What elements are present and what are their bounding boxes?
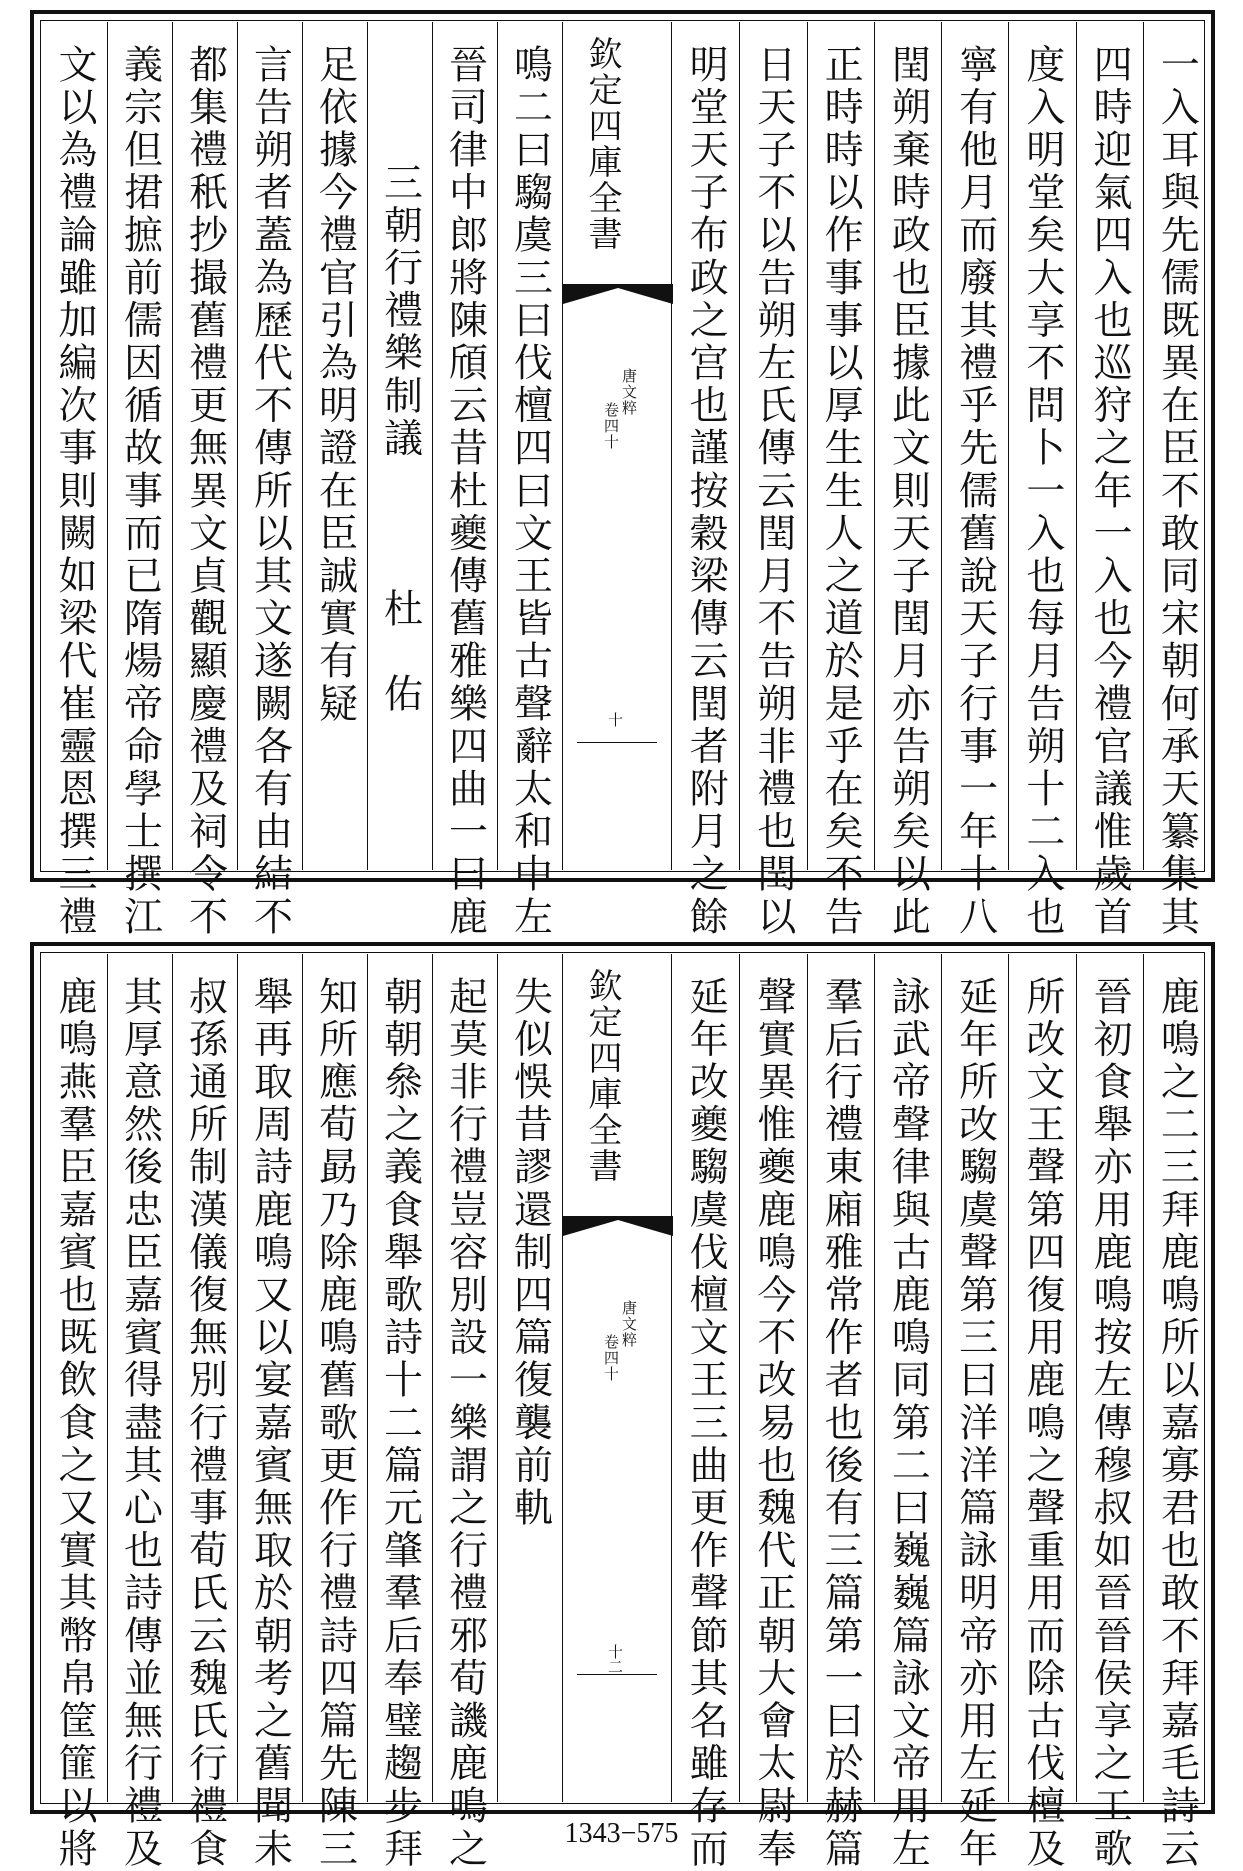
column-text: 足依據今禮官引為明證在臣誠實有疑 [312, 44, 358, 726]
column-text: 舉再取周詩鹿鳴又以宴嘉賓無取於朝考之舊聞未 [247, 976, 293, 1871]
bottom-right-text-block [672, 954, 1210, 1871]
column-text: 朝朝叅之義食舉歌詩十二篇元肇羣后奉璧趨步拜 [377, 976, 423, 1871]
column-text: 其厚意然後忠臣嘉賓得盡其心也詩傳並無行禮及 [117, 976, 163, 1871]
text-column [1143, 954, 1210, 1871]
text-column [1008, 954, 1075, 1871]
column-text: 言告朔者蓋為歷代不傳所以其文遂闕各有由結不 [247, 44, 293, 939]
fishtail-ornament-icon [563, 1216, 673, 1236]
text-column [432, 22, 497, 939]
gutter-title: 欽定四庫全書 [582, 36, 622, 252]
top-right-text-block [672, 22, 1210, 939]
text-column [874, 22, 941, 939]
column-text: 閏朔棄時政也臣據此文則天子閏月亦告朔矣以此 [885, 44, 931, 939]
text-column [302, 22, 367, 870]
gutter-work-title: 唐文粹 [620, 1300, 638, 1348]
column-text: 失似悞昔謬還制四篇復襲前軌 [507, 976, 553, 1530]
section-heading-column [367, 22, 432, 870]
text-column [42, 954, 107, 1871]
column-text: 羣后行禮東廂雅常作者也後有三篇第一曰於赫篇 [818, 976, 864, 1871]
gutter-leaf-number: 十 [606, 712, 624, 727]
column-text: 起莫非行禮豈容別設一樂謂之行禮邪荀譏鹿鳴之 [442, 976, 488, 1871]
column-text: 晉初食舉亦用鹿鳴按左傳穆叔如晉晉侯享之工歌 [1087, 976, 1133, 1871]
text-column [107, 954, 172, 1871]
text-column [672, 22, 739, 939]
column-text: 聲實異惟夔鹿鳴今不改易也魏代正朝大會太尉奉 [750, 976, 796, 1871]
text-column [807, 22, 874, 939]
text-column [172, 22, 237, 939]
text-column [432, 954, 497, 1871]
text-column [1143, 22, 1210, 939]
section-heading: 三朝行禮樂制議 杜 佑 [377, 162, 423, 716]
text-column [1076, 954, 1143, 1871]
column-text: 日天子不以告朔左氏傳云閏月不告朔非禮也閏以 [750, 44, 796, 939]
bottom-left-text-block [42, 954, 562, 1871]
text-column [874, 954, 941, 1871]
top-page [30, 10, 1215, 939]
text-column [237, 954, 302, 1871]
column-text: 延年所改騶虞聲第三曰洋洋篇詠明帝亦用左延年 [952, 976, 998, 1871]
text-column [497, 22, 562, 939]
text-column [172, 954, 237, 1871]
gutter-leaf-number: 十二 [606, 1644, 624, 1674]
text-column [107, 22, 172, 939]
fishtail-ornament-icon [563, 284, 673, 304]
column-text: 明堂天子布政之宫也謹按穀梁傳云閏者附月之餘 [683, 44, 729, 939]
column-text: 寧有他月而廢其禮乎先儒舊說天子行事一年十八 [952, 44, 998, 939]
column-text: 晉司律中郎將陳頎云昔杜夔傳舊雅樂四曲一曰鹿 [442, 44, 488, 939]
column-text: 鳴二曰騶虞三曰伐檀四曰文王皆古聲辭太和中左 [507, 44, 553, 939]
text-column [807, 954, 874, 1871]
gutter-work-title: 唐文粹 [620, 368, 638, 416]
text-column [941, 954, 1008, 1871]
column-text: 文以為禮論雖加編次事則闕如梁代崔靈恩撰三禮 [52, 44, 97, 939]
column-text: 鹿鳴燕羣臣嘉賓也既飲食之又實其幣帛筐篚以將 [52, 976, 97, 1871]
gutter-rule [577, 742, 657, 743]
column-text: 鹿鳴之二三拜鹿鳴所以嘉寡君也敢不拜嘉毛詩云 [1154, 976, 1200, 1871]
text-column [672, 954, 739, 1871]
column-text: 延年改夔騶虞伐檀文王三曲更作聲節其名雖存而 [683, 976, 729, 1871]
column-text: 都集禮秖抄撮舊禮更無異文貞觀顯慶禮及祠令不 [182, 44, 228, 939]
page-number: 1343−575 [564, 1818, 679, 1849]
text-column [42, 22, 107, 939]
text-column [739, 22, 806, 939]
text-column [1076, 22, 1143, 939]
column-text: 所改文王聲第四復用鹿鳴之聲重用而除古伐檀及 [1019, 976, 1065, 1871]
column-text: 四時迎氣四入也巡狩之年一入也今禮官議惟歲首 [1087, 44, 1133, 939]
column-text: 知所應荀勗乃除鹿鳴舊歌更作行禮詩四篇先陳三 [312, 976, 358, 1871]
column-text: 叔孫通所制漢儀復無別行禮事荀氏云魏氏行禮食 [182, 976, 228, 1871]
text-column [497, 954, 562, 1802]
text-column [1008, 22, 1075, 939]
column-text: 度入明堂矣大享不問卜一入也每月告朔十二入也 [1019, 44, 1065, 939]
bottom-center-gutter [562, 954, 672, 1802]
text-column [302, 954, 367, 1871]
column-text: 詠武帝聲律與古鹿鳴同第二曰巍巍篇詠文帝用左 [885, 976, 931, 1871]
text-column [237, 22, 302, 939]
gutter-title: 欽定四庫全書 [582, 968, 622, 1184]
gutter-volume: 卷四十 [602, 1334, 620, 1382]
text-column [367, 954, 432, 1871]
gutter-volume: 卷四十 [602, 402, 620, 450]
top-left-text-block [42, 22, 562, 939]
top-center-gutter [562, 22, 672, 870]
column-text: 正時時以作事事以厚生生人之道於是乎在矣不告 [818, 44, 864, 939]
gutter-rule [577, 1674, 657, 1675]
text-column [739, 954, 806, 1871]
column-text: 義宗但捃摭前儒因循故事而已隋煬帝命學士撰江 [117, 44, 163, 939]
text-column [941, 22, 1008, 939]
column-text: 一入耳與先儒既異在臣不敢同宋朝何承天纂集其 [1154, 44, 1200, 939]
